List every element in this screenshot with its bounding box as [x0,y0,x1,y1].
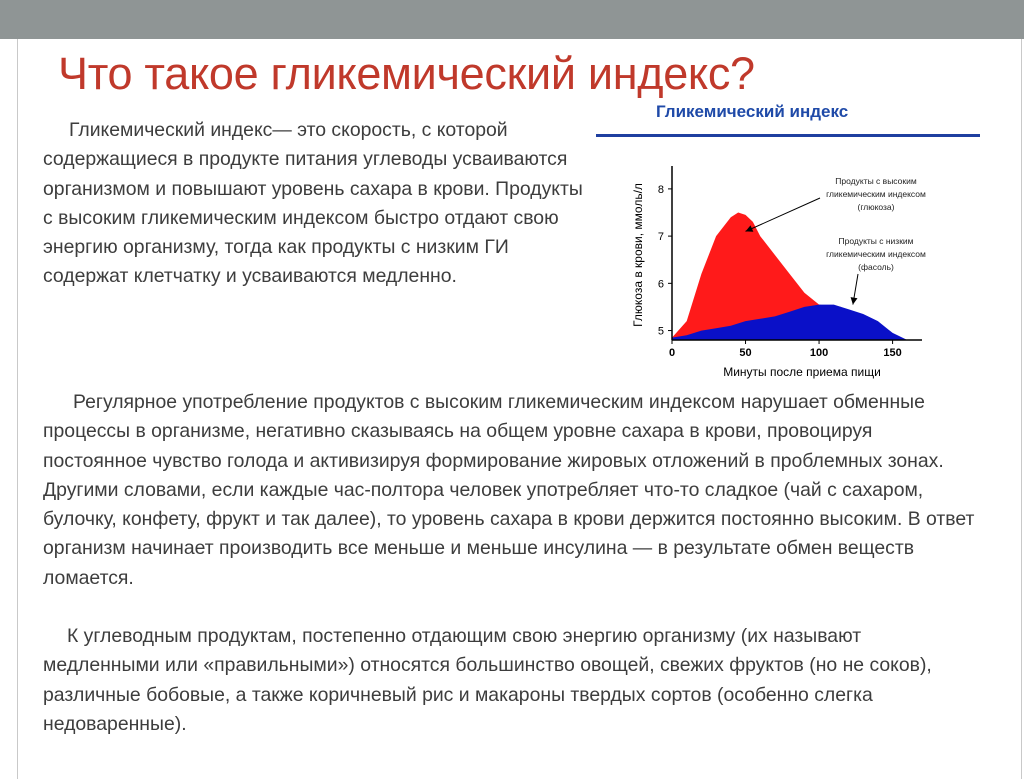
annotation-text: (фасоль) [858,262,894,272]
y-tick-label: 5 [657,325,664,338]
effects-paragraph: Регулярное употребление продуктов с высоким гликемическим индексом нарушает обменные процессы в организме, негативно сказываясь на общем уровне сахара в крови, провоцируя постоянное чувство голода и активизируя формирование жировых отложений в проблемных зонах. Другими словами, если каждые час-полтора человек употребляет что-то сладкое (чай с сахаром, булочку, конфету, фрукт и так далее), то уровень сахара в крови держится постоянно высоким. В ответ организм начинает производить все меньше и меньше инсулина — в результате обмен веществ ломается. [43,391,975,589]
slide-title: Что такое гликемический индекс? [58,48,755,99]
annotation-text: Продукты с высоким [835,176,917,186]
annotation-text: гликемическим индексом [826,249,926,259]
y-tick-label: 8 [657,183,664,196]
glycemic-chart [600,140,930,390]
annotation-arrow-head [851,297,858,304]
top-band [0,0,1024,39]
slow-carbs-paragraph: К углеводным продуктам, постепенно отдающим свою энергию организму (их называют медленными или «правильными») относятся большинство овощей, свежих фруктов (но не соков), различные бобовые, а также коричневый рис и макароны твердых сортов (особенно слегка недоваренные). [43,625,932,735]
x-tick-label: 0 [668,347,676,359]
y-tick-label: 6 [657,278,664,291]
x-tick-label: 100 [809,347,829,359]
x-tick-label: 150 [883,347,902,359]
annotation-text: Продукты с низким [838,236,914,246]
chart-title: Гликемический индекс [656,102,849,121]
chart-title-rule [596,134,980,137]
annotation-text: гликемическим индексом [826,189,926,199]
x-axis-label: Минуты после приема пищи [723,365,881,379]
y-axis-label: Глюкоза в крови, ммоль/л [631,183,645,327]
y-tick-label: 7 [657,231,664,244]
x-tick-label: 50 [739,347,752,359]
definition-paragraph: Гликемический индекс— это скорость, с которой содержащиеся в продукте питания углеводы усваиваются организмом и повышают уровень сахара в крови. Продукты с высоким гликемическим индексом быстро отдают свою энергию организму, тогда как продукты с низким ГИ содержат клетчатку и усваиваются медленно. [43,119,583,288]
annotation-text: (глюкоза) [857,202,895,212]
annotation-arrow-line [746,198,820,231]
